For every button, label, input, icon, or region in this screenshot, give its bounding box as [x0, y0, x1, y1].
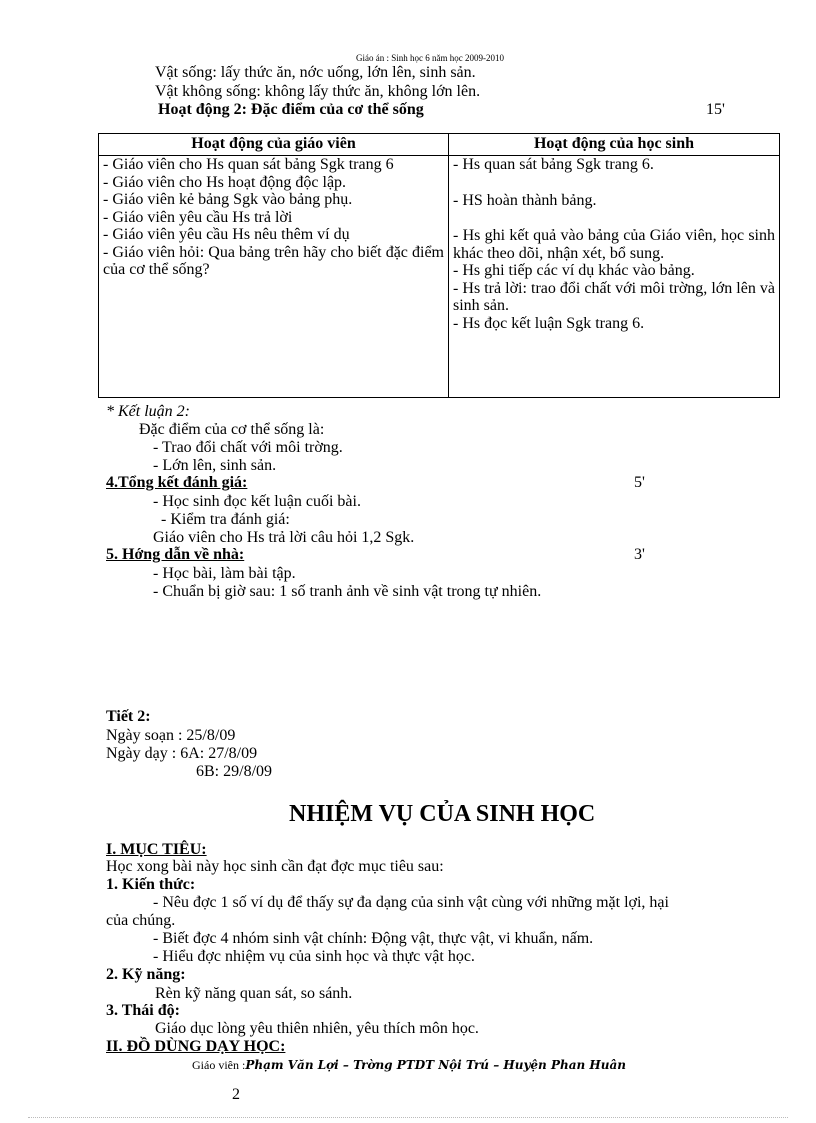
activity-table: [98, 133, 780, 398]
knowledge-line: - Biết đợc 4 nhóm sinh vật chính: Động vật, thực vật, vi khuẩn, nấm.: [153, 930, 594, 947]
page-number: 2: [232, 1086, 240, 1103]
conclusion-label: * Kết luận 2:: [106, 403, 190, 420]
student-item: - HS hoàn thành bảng.: [453, 191, 597, 209]
section5-time: 3': [634, 546, 645, 563]
activity2-time: 15': [706, 101, 725, 118]
student-item: - Hs ghi tiếp các ví dụ khác vào bảng.: [453, 262, 695, 279]
intro-line-1: Vật sống: lấy thức ăn, nớc uống, lớn lên, sinh sản.: [155, 64, 476, 81]
teacher-item: - Giáo viên hỏi: Qua bảng trên hãy cho biết đặc điểm của cơ thể sống?: [103, 243, 444, 278]
section5-line: - Chuẩn bị giờ sau: 1 số tranh ảnh về sinh vật trong tự nhiên.: [153, 583, 542, 600]
lesson-taught-date: Ngày dạy : 6A: 27/8/09: [106, 745, 258, 762]
section5-title: 5. Hớng dẫn về nhà:: [106, 546, 245, 563]
student-item: - Hs đọc kết luận Sgk trang 6.: [453, 314, 645, 332]
page-title: NHIỆM VỤ CỦA SINH HỌC: [289, 801, 596, 827]
footer-teacher: [192, 1058, 626, 1073]
conclusion-line: Đặc điểm của cơ thể sống là:: [139, 421, 325, 438]
skills-title: 2. Kỹ năng:: [106, 966, 186, 983]
section5-line: - Học bài, làm bài tập.: [153, 565, 296, 582]
knowledge-line: - Hiểu đợc nhiệm vụ của sinh học và thực vật học.: [153, 948, 475, 965]
student-item: - Hs trả lời: trao đổi chất với môi trờng, lớn lên và sinh sản.: [453, 279, 775, 314]
attitude-text: Giáo dục lòng yêu thiên nhiên, yêu thích môn học.: [155, 1020, 479, 1037]
skills-text: Rèn kỹ năng quan sát, so sánh.: [155, 985, 353, 1002]
section4-line: - Kiểm tra đánh giá:: [161, 511, 290, 528]
lesson-prepared-date: Ngày soạn : 25/8/09: [106, 727, 236, 744]
teacher-item: - Giáo viên yêu cầu Hs nêu thêm ví dụ: [103, 226, 350, 243]
page-header: Giáo án : Sinh học 6 năm học 2009-2010: [356, 53, 504, 63]
section4-line: - Học sinh đọc kết luận cuối bài.: [153, 493, 361, 510]
attitude-title: 3. Thái độ:: [106, 1002, 180, 1019]
footer-teacher-name: Phạm Văn Lợi – Trờng PTDT Nội Trú – Huyện Phan Huân: [245, 1058, 626, 1072]
objectives-heading: I. MỤC TIÊU:: [106, 841, 207, 858]
student-item: - Hs quan sát bảng Sgk trang 6.: [453, 156, 654, 173]
teacher-item: - Giáo viên yêu cầu Hs trả lời: [103, 208, 293, 226]
student-activities: [449, 156, 780, 398]
section4-title: 4.Tổng kết đánh giá:: [106, 474, 248, 491]
conclusion-line: - Trao đổi chất với môi trờng.: [153, 439, 343, 456]
teacher-item: - Giáo viên cho Hs hoạt động độc lập.: [103, 173, 347, 191]
page-bottom-divider: [28, 1117, 788, 1118]
knowledge-line: - Nêu đợc 1 số ví dụ để thấy sự đa dạng của sinh vật cùng với những mặt lợi, hại: [153, 894, 669, 911]
teacher-column-header: Hoạt động của giáo viên: [99, 134, 449, 156]
section4-line: Giáo viên cho Hs trả lời câu hỏi 1,2 Sgk.: [153, 529, 415, 546]
teacher-item: - Giáo viên cho Hs quan sát bảng Sgk trang 6: [103, 156, 394, 173]
knowledge-title: 1. Kiến thức:: [106, 876, 196, 893]
student-column-header: Hoạt động của học sinh: [449, 134, 780, 156]
lesson-title: Tiết 2:: [106, 708, 151, 725]
section4-time: 5': [634, 474, 645, 491]
teacher-activities: [99, 156, 449, 398]
teacher-item: - Giáo viên kẻ bảng Sgk vào bảng phụ.: [103, 191, 353, 208]
footer-label: Giáo viên :: [192, 1058, 246, 1072]
objectives-intro: Học xong bài này học sinh cần đạt đợc mục tiêu sau:: [106, 858, 444, 875]
intro-line-2: Vật không sống: không lấy thức ăn, không lớn lên.: [155, 83, 481, 100]
conclusion-line: - Lớn lên, sinh sản.: [153, 457, 277, 474]
activity2-title: Hoạt động 2: Đặc điểm của cơ thể sống: [158, 101, 424, 118]
knowledge-line: của chúng.: [106, 912, 176, 929]
equipment-heading: II. ĐỒ DÙNG DẠY HỌC:: [106, 1038, 286, 1055]
student-item: - Hs ghi kết quả vào bảng của Giáo viên, học sinh khác theo dõi, nhận xét, bổ sung.: [453, 227, 775, 262]
lesson-taught-6b: 6B: 29/8/09: [196, 763, 273, 780]
